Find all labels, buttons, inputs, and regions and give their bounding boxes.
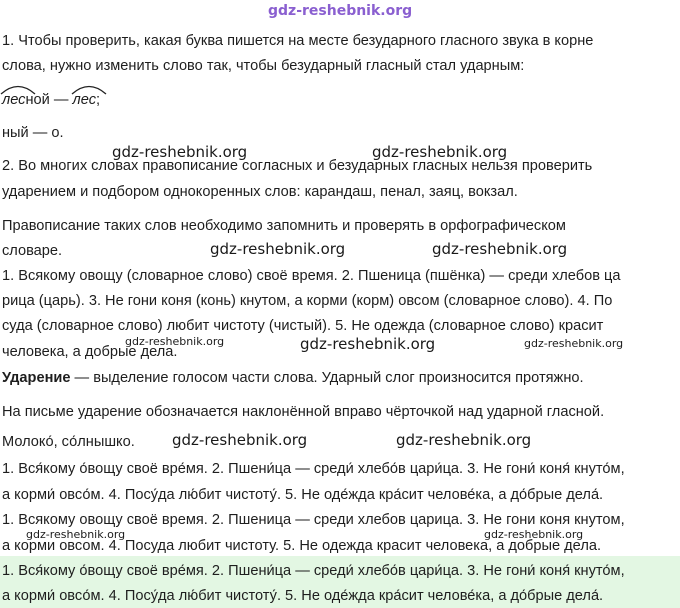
- watermark: gdz-reshebnik.org: [396, 431, 532, 449]
- text-line: а корми́ овсо́м. 4. Посу́да лю́бит чистоту́. 5. Не оде́жда кра́сит челове́ка, а до́брые дела́.: [2, 487, 604, 503]
- root-les: [73, 91, 96, 109]
- watermark: gdz-reshebnik.org: [112, 143, 248, 161]
- root-lesnoy: [2, 91, 25, 109]
- text-line: человека, а добрые дела.: [2, 344, 178, 360]
- watermark: gdz-reshebnik.org: [125, 335, 225, 348]
- text-line: Молоко́, со́лнышко.: [2, 434, 135, 450]
- text-line: словаре.: [2, 243, 63, 259]
- text-line: а корми овсом. 4. Посуда любит чистоту. 5. Не одежда красит человека, а добрые дела.: [2, 538, 602, 554]
- text-line: рица (царь). 3. Не гони коня (конь) кнутом, а корми (корм) овсом (словарное слово). 4. По: [2, 293, 613, 309]
- definition-line: [2, 369, 584, 387]
- text-line: а корми́ овсо́м. 4. Посу́да лю́бит чистоту́. 5. Не оде́жда кра́сит челове́ка, а до́брые дела́.: [2, 588, 604, 604]
- watermark: gdz-reshebnik.org: [372, 143, 508, 161]
- watermark: gdz-reshebnik.org: [268, 3, 413, 19]
- text-line: 1. Вся́кому о́вощу своё вре́мя. 2. Пшени́ца — среди́ хлебо́в цари́ца. 3. Не гони́ коня́ кнуто́м,: [2, 563, 625, 579]
- text-line: На письме ударение обозначается наклонённой вправо чёрточкой над ударной гласной.: [2, 404, 605, 420]
- suffix-text: ной: [25, 92, 50, 108]
- root-text: лес: [2, 92, 26, 108]
- term-udarenie: Ударение: [2, 370, 71, 386]
- watermark: gdz-reshebnik.org: [432, 240, 568, 258]
- text-line: 1. Вся́кому о́вощу своё вре́мя. 2. Пшени́ца — среди́ хлебо́в цари́ца. 3. Не гони́ коня́ кнуто́м,: [2, 461, 625, 477]
- text-line: 1. Всякому овощу своё время. 2. Пшеница — среди хлебов царица. 3. Не гони коня кнутом,: [2, 512, 625, 528]
- root-arc-icon: [71, 83, 107, 95]
- watermark: gdz-reshebnik.org: [210, 240, 346, 258]
- text-line: суда (словарное слово) любит чистоту (чистый). 5. Не одежда (словарное слово) красит: [2, 318, 604, 334]
- watermark: gdz-reshebnik.org: [300, 335, 436, 353]
- example-words: [2, 91, 100, 109]
- watermark: gdz-reshebnik.org: [26, 528, 126, 541]
- text-line: Правописание таких слов необходимо запомнить и проверять в орфографическом: [2, 218, 566, 234]
- root-text: лес: [72, 92, 96, 108]
- dash-text: —: [49, 92, 73, 108]
- text-line: 1. Чтобы проверить, какая буква пишется на месте безударного гласного звука в корне: [2, 33, 594, 49]
- root-arc-icon: [0, 83, 36, 95]
- text-line: ный — о.: [2, 125, 64, 141]
- watermark: gdz-reshebnik.org: [524, 337, 624, 350]
- definition-text: — выделение голосом части слова. Ударный слог произносится протяжно.: [74, 370, 584, 386]
- text-line: ударением и подбором однокоренных слов: карандаш, пенал, заяц, вокзал.: [2, 184, 518, 200]
- end-text: ;: [96, 92, 101, 108]
- text-line: слова, нужно изменить слово так, чтобы безударный гласный стал ударным:: [2, 58, 525, 74]
- text-line: 1. Всякому овощу (словарное слово) своё время. 2. Пшеница (пшёнка) — среди хлебов ца: [2, 268, 621, 284]
- watermark: gdz-reshebnik.org: [172, 431, 308, 449]
- text-line: 2. Во многих словах правописание согласных и безударных гласных нельзя проверить: [2, 158, 593, 174]
- watermark: gdz-reshebnik.org: [484, 528, 584, 541]
